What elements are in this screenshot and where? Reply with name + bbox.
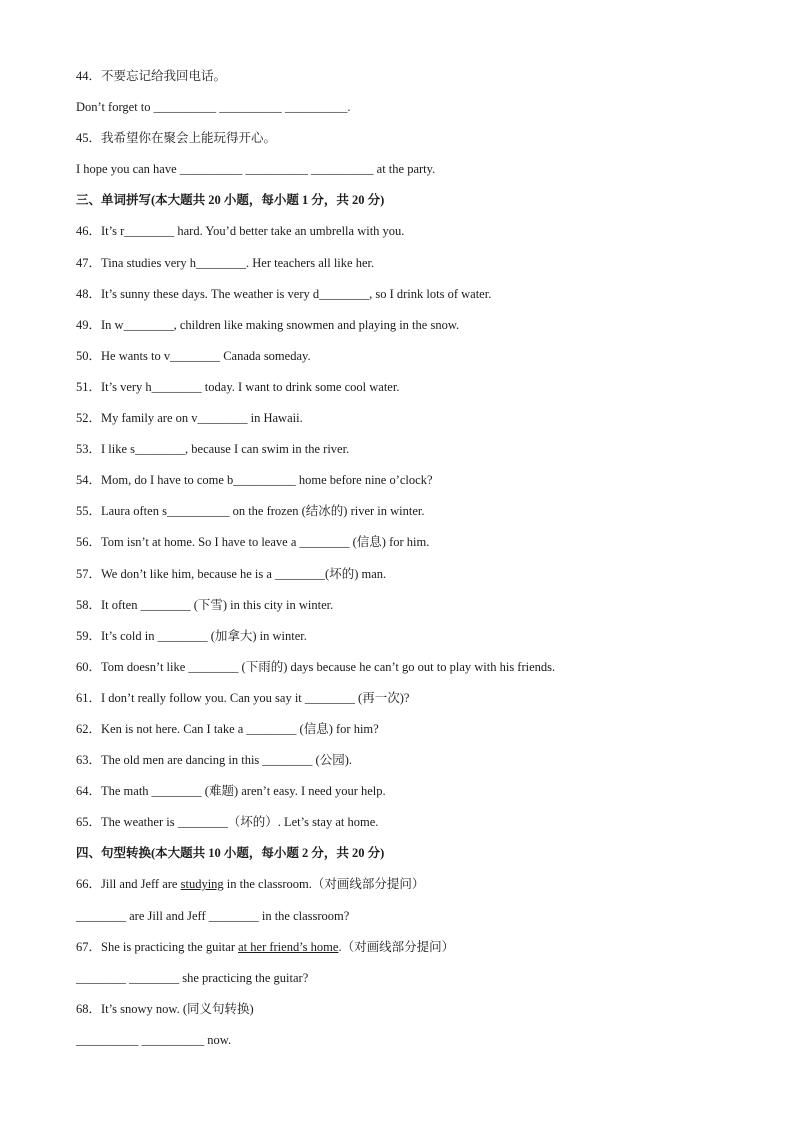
line-text: 45．我希望你在聚会上能玩得开心。 — [76, 131, 277, 146]
question-line — [76, 688, 736, 719]
question-line — [76, 66, 736, 97]
question-line — [76, 1030, 736, 1061]
line-text: 64．The math ________ (难题) aren’t easy. I need your help. — [76, 784, 386, 799]
line-text: 60．Tom doesn’t like ________ (下雨的) days because he can’t go out to play with his friends. — [76, 659, 556, 674]
question-line — [76, 937, 736, 968]
question-line — [76, 253, 736, 284]
question-line — [76, 284, 736, 315]
question-line — [76, 999, 736, 1030]
line-text: 50．He wants to v________ Canada someday. — [76, 348, 311, 363]
line-text: 51．It’s very h________ today. I want to drink some cool water. — [76, 379, 400, 394]
underlined-phrase: at her friend’s home — [238, 939, 339, 954]
question-line — [76, 657, 736, 688]
question-line — [76, 906, 736, 937]
line-text: 59．It’s cold in ________ (加拿大) in winter. — [76, 628, 307, 643]
line-text: 54．Mom, do I have to come b__________ home before nine o’clock? — [76, 473, 433, 488]
line-text: 49．In w________, children like making snowmen and playing in the snow. — [76, 317, 460, 332]
line-text: 68．It’s snowy now. (同义句转换) — [76, 1001, 254, 1016]
question-line — [76, 781, 736, 812]
line-text: 58．It often ________ (下雪) in this city in winter. — [76, 597, 334, 612]
line-text: 48．It’s sunny these days. The weather is very d________, so I drink lots of water. — [76, 286, 492, 301]
line-text: ________ ________ she practicing the guitar? — [76, 970, 309, 985]
line-text: 三、单词拼写(本大题共 20 小题，每小题 1 分，共 20 分) — [76, 193, 385, 208]
underlined-phrase: studying — [180, 877, 224, 892]
line-text: 57．We don’t like him, because he is a ________(坏的) man. — [76, 566, 387, 581]
text-segment: in the classroom.（对画线部分提问） — [223, 877, 425, 892]
question-line — [76, 595, 736, 626]
line-text: 四、句型转换(本大题共 10 小题，每小题 2 分，共 20 分) — [76, 846, 385, 861]
question-line — [76, 532, 736, 563]
text-segment: 67．She is practicing the guitar — [76, 939, 239, 954]
text-segment: 66．Jill and Jeff are — [76, 877, 181, 892]
question-line — [76, 315, 736, 346]
question-line — [76, 719, 736, 750]
question-line — [76, 128, 736, 159]
section-heading — [76, 190, 736, 221]
question-line — [76, 221, 736, 252]
line-text: 52．My family are on v________ in Hawaii. — [76, 411, 303, 426]
question-line — [76, 439, 736, 470]
line-text: __________ __________ now. — [76, 1032, 232, 1047]
text-segment: .（对画线部分提问） — [338, 939, 455, 954]
line-text: 47．Tina studies very h________. Her teachers all like her. — [76, 255, 375, 270]
line-text: 65．The weather is ________（坏的）. Let’s stay at home. — [76, 815, 379, 830]
question-line — [76, 159, 736, 190]
line-text: 62．Ken is not here. Can I take a ________ (信息) for him? — [76, 721, 379, 736]
question-line — [76, 564, 736, 595]
question-line — [76, 626, 736, 657]
line-text: 56．Tom isn’t at home. So I have to leave a ________ (信息) for him. — [76, 535, 430, 550]
line-text: 55．Laura often s__________ on the frozen (结冰的) river in winter. — [76, 504, 425, 519]
question-line — [76, 377, 736, 408]
question-line — [76, 501, 736, 532]
line-text: 46．It’s r________ hard. You’d better take an umbrella with you. — [76, 224, 405, 239]
line-text: 44．不要忘记给我回电话。 — [76, 69, 227, 83]
question-line — [76, 346, 736, 377]
section-heading — [76, 843, 736, 874]
line-text: ________ are Jill and Jeff ________ in the classroom? — [76, 908, 350, 923]
question-line — [76, 408, 736, 439]
question-line — [76, 470, 736, 501]
question-line — [76, 97, 736, 128]
line-text: 61．I don’t really follow you. Can you say it ________ (再一次)? — [76, 690, 410, 705]
question-line — [76, 874, 736, 905]
document-body — [76, 66, 736, 1061]
question-line — [76, 968, 736, 999]
question-line — [76, 750, 736, 781]
question-line — [76, 812, 736, 843]
line-text: I hope you can have __________ __________ __________ at the party. — [76, 162, 436, 177]
line-text: 63．The old men are dancing in this ________ (公园). — [76, 753, 352, 768]
line-text: Don’t forget to __________ __________ __________. — [76, 100, 351, 115]
line-text: 53．I like s________, because I can swim in the river. — [76, 442, 350, 457]
